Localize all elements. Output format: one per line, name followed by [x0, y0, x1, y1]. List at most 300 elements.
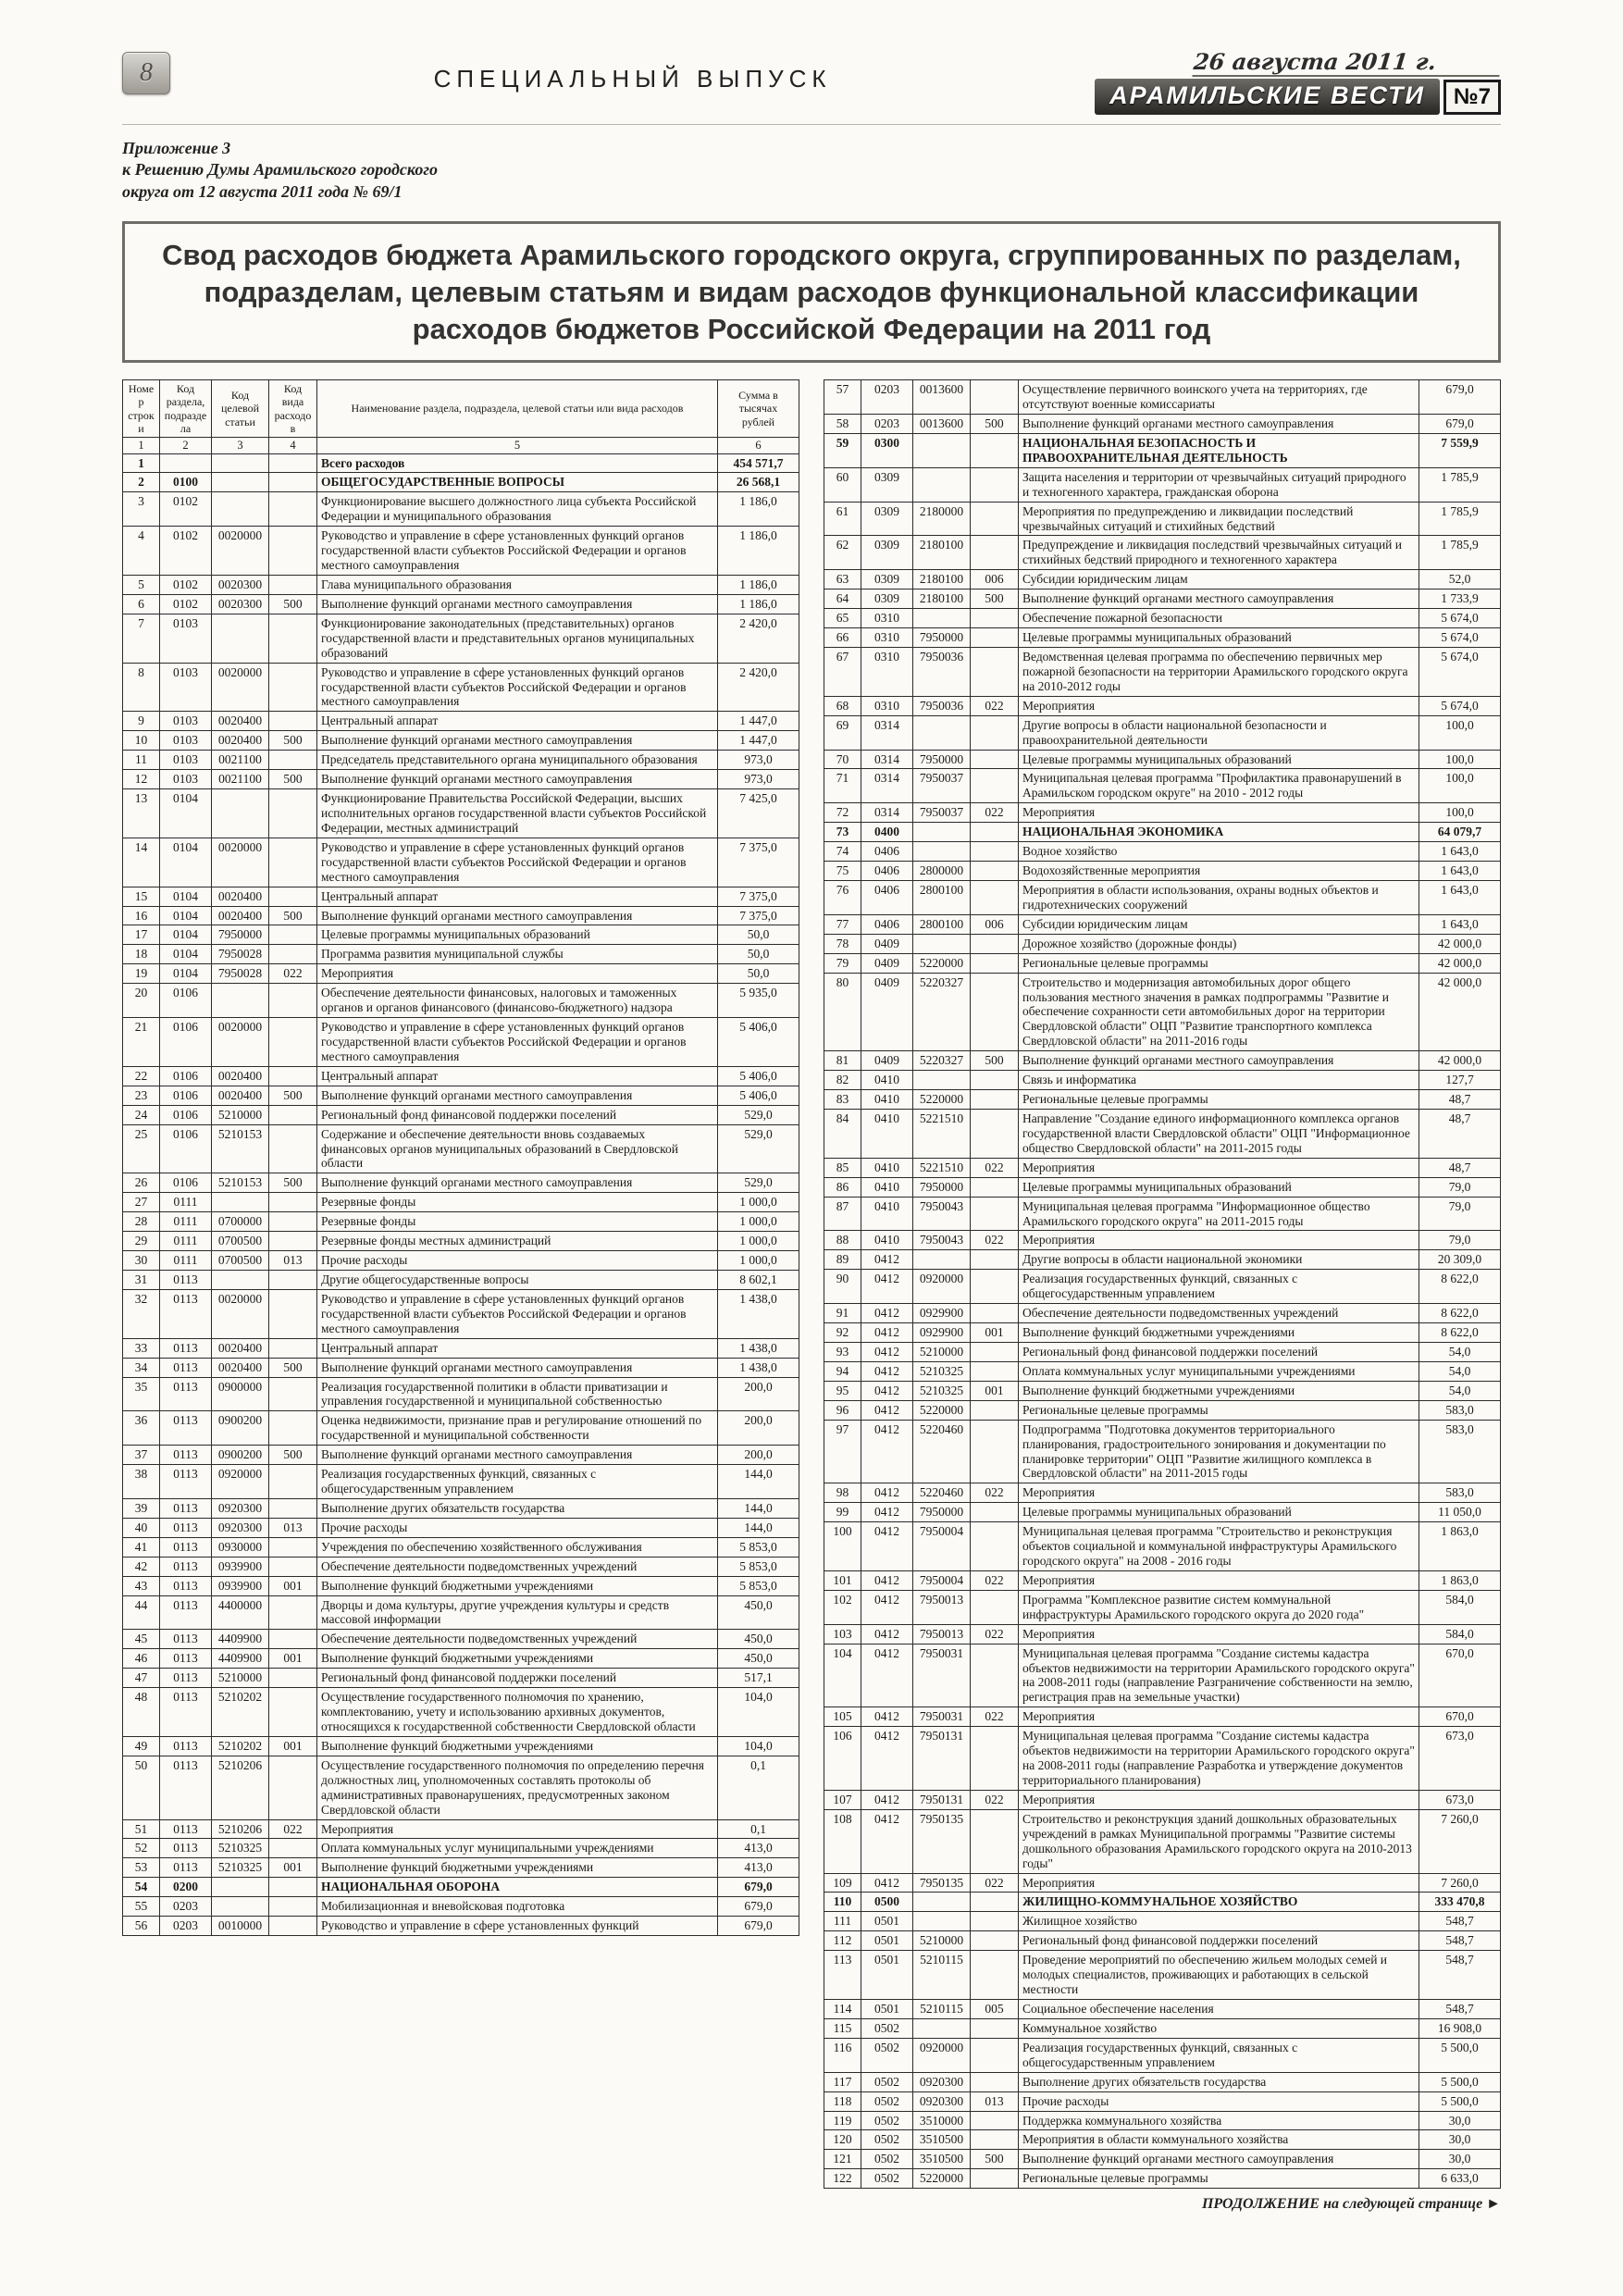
cell-c3: [971, 1644, 1019, 1707]
column-number: 6: [718, 437, 799, 453]
cell-c2: 5210115: [913, 2000, 971, 2019]
cell-c1: 0410: [861, 1071, 913, 1090]
cell-c2: [212, 453, 269, 473]
cell-n: 81: [824, 1051, 861, 1071]
table-row: [824, 609, 1501, 628]
cell-c3: [971, 1109, 1019, 1158]
cell-c2: [913, 1893, 971, 1912]
cell-name: Резервные фонды местных администраций: [317, 1232, 718, 1251]
cell-c3: [269, 1411, 317, 1446]
table-row: [123, 1124, 799, 1173]
cell-sum: 333 470,8: [1419, 1893, 1501, 1912]
table-row: [824, 1912, 1501, 1931]
cell-c1: 0309: [861, 536, 913, 570]
cell-c1: 0412: [861, 1809, 913, 1873]
cell-n: 54: [123, 1878, 160, 1897]
cell-sum: 7 425,0: [718, 789, 799, 838]
cell-c1: 0501: [861, 2000, 913, 2019]
cell-name: Центральный аппарат: [317, 712, 718, 731]
cell-c3: 001: [971, 1381, 1019, 1400]
cell-c2: 3510000: [913, 2111, 971, 2130]
cell-c2: [212, 1878, 269, 1897]
table-row: [123, 1411, 799, 1446]
cell-name: Строительство и реконструкция зданий дошкольных образовательных учреждений в рамках Муниципальной программы "Развитие системы дошкольного образования Арамильского городского округа на 2010-2013 годы": [1019, 1809, 1419, 1873]
cell-c1: 0104: [160, 789, 212, 838]
cell-name: Центральный аппарат: [317, 887, 718, 906]
cell-c2: [212, 1270, 269, 1289]
document-title: Свод расходов бюджета Арамильского городского округа, сгруппированных по разделам, подразделам, целевым статьям и видам расходов функциональной классификации расходов бюджетов Российской Федерации на 2011 год: [162, 239, 1461, 345]
cell-sum: 200,0: [718, 1411, 799, 1446]
cell-name: Выполнение функций органами местного самоуправления: [317, 1358, 718, 1377]
cell-n: 8: [123, 663, 160, 712]
cell-name: Содержание и обеспечение деятельности вновь создаваемых финансовых органов муниципальных образований в Свердловской области: [317, 1124, 718, 1173]
cell-sum: 8 622,0: [1419, 1270, 1501, 1304]
table-row: [824, 1644, 1501, 1707]
cell-c2: [913, 1250, 971, 1270]
cell-name: Целевые программы муниципальных образований: [317, 925, 718, 945]
cell-name: Региональные целевые программы: [1019, 953, 1419, 973]
cell-c3: 500: [971, 2150, 1019, 2169]
cell-c2: [913, 715, 971, 750]
cell-c1: 0113: [160, 1839, 212, 1858]
cell-sum: 1 863,0: [1419, 1570, 1501, 1590]
cell-c2: 0021100: [212, 751, 269, 770]
cell-c2: 0700000: [212, 1212, 269, 1232]
cell-c1: 0412: [861, 1342, 913, 1361]
cell-name: Осуществление государственного полномочия по хранению, комплектованию, учету и использованию архивных документов, относящихся к государственной собственности Свердловской области: [317, 1688, 718, 1737]
cell-n: 88: [824, 1231, 861, 1250]
cell-name: Региональные целевые программы: [1019, 2169, 1419, 2189]
cell-name: Направление "Создание единого информационного комплекса органов государственной власти Свердловской области" ОЦП "Информационное общество Свердловской области" на 2011-2015 годы: [1019, 1109, 1419, 1158]
cell-c2: 5210000: [913, 1342, 971, 1361]
cell-c2: 0920300: [212, 1498, 269, 1518]
cell-c2: 7950043: [913, 1231, 971, 1250]
cell-c3: 013: [269, 1251, 317, 1271]
table-row: [824, 1400, 1501, 1420]
cell-c2: 5220460: [913, 1483, 971, 1503]
cell-c1: 0104: [160, 838, 212, 887]
cell-c1: 0406: [861, 881, 913, 915]
table-row: [824, 628, 1501, 648]
cell-sum: 5 500,0: [1419, 2038, 1501, 2072]
cell-sum: 5 674,0: [1419, 696, 1501, 715]
cell-c1: 0103: [160, 663, 212, 712]
cell-n: 106: [824, 1727, 861, 1791]
cell-c1: 0412: [861, 1707, 913, 1727]
cell-c1: 0103: [160, 614, 212, 663]
cell-n: 41: [123, 1537, 160, 1557]
cell-c3: 013: [971, 2091, 1019, 2111]
table-row: [123, 1839, 799, 1858]
cell-c1: 0113: [160, 1736, 212, 1756]
table-row: [824, 1503, 1501, 1522]
cell-c3: [269, 663, 317, 712]
cell-sum: 413,0: [718, 1858, 799, 1878]
cell-name: Обеспечение деятельности подведомственных учреждений: [317, 1630, 718, 1649]
cell-c2: 2180100: [913, 590, 971, 609]
cell-c3: 001: [269, 1736, 317, 1756]
cell-c1: 0113: [160, 1688, 212, 1737]
cell-name: Мероприятия по предупреждению и ликвидации последствий чрезвычайных ситуаций и стихийных бедствий: [1019, 502, 1419, 536]
cell-sum: 42 000,0: [1419, 973, 1501, 1051]
cell-name: Строительство и модернизация автомобильных дорог общего пользования местного значения в рамках подпрограммы "Развитие и обеспечение сохранности сети автомобильных дорог на территории Свердловской области" ОЦП "Развитие транспортного комплекса Свердловской области" на 2011-2016 годы: [1019, 973, 1419, 1051]
cell-c2: 5220327: [913, 973, 971, 1051]
cell-n: 49: [123, 1736, 160, 1756]
cell-c1: 0412: [861, 1503, 913, 1522]
cell-name: Выполнение функций органами местного самоуправления: [1019, 1051, 1419, 1071]
table-row: [123, 1819, 799, 1839]
cell-n: 110: [824, 1893, 861, 1912]
cell-c2: [913, 433, 971, 467]
cell-n: 97: [824, 1420, 861, 1483]
table-row: [824, 750, 1501, 769]
cell-sum: 1 643,0: [1419, 842, 1501, 862]
cell-c3: 500: [269, 1086, 317, 1105]
cell-c2: 7950028: [212, 964, 269, 984]
cell-c1: 0412: [861, 1381, 913, 1400]
masthead-title: АРАМИЛЬСКИЕ ВЕСТИ: [1095, 79, 1440, 115]
cell-n: 18: [123, 945, 160, 964]
cell-c1: 0410: [861, 1197, 913, 1231]
cell-n: 31: [123, 1270, 160, 1289]
cell-c1: 0501: [861, 1912, 913, 1931]
cell-c2: 0020300: [212, 594, 269, 614]
table-row: [123, 925, 799, 945]
cell-sum: 7 375,0: [718, 838, 799, 887]
cell-c1: 0113: [160, 1669, 212, 1688]
cell-n: 68: [824, 696, 861, 715]
cell-n: 6: [123, 594, 160, 614]
cell-c3: [971, 502, 1019, 536]
cell-n: 25: [123, 1124, 160, 1173]
cell-c2: 0013600: [913, 380, 971, 415]
cell-c2: [913, 2018, 971, 2038]
masthead-brand-row: [1095, 79, 1501, 115]
cell-c3: [971, 467, 1019, 502]
cell-c2: 7950028: [212, 945, 269, 964]
cell-sum: 548,7: [1419, 1931, 1501, 1951]
cell-c3: 022: [971, 1570, 1019, 1590]
cell-c1: 0111: [160, 1212, 212, 1232]
cell-n: 99: [824, 1503, 861, 1522]
column-header-row-number: Номер строки: [123, 380, 160, 438]
table-row: [123, 1193, 799, 1212]
cell-c2: 7950043: [913, 1197, 971, 1231]
cell-c1: 0106: [160, 1124, 212, 1173]
cell-c3: 022: [971, 1873, 1019, 1893]
table-row: [824, 2018, 1501, 2038]
cell-c3: [971, 750, 1019, 769]
cell-c2: 5220000: [913, 953, 971, 973]
table-row: [123, 594, 799, 614]
table-row: [123, 1289, 799, 1338]
cell-n: 108: [824, 1809, 861, 1873]
cell-n: 115: [824, 2018, 861, 2038]
cell-name: Социальное обеспечение населения: [1019, 2000, 1419, 2019]
cell-name: Функционирование высшего должностного лица субъекта Российской Федерации и муниципального образования: [317, 492, 718, 527]
cell-c1: 0113: [160, 1289, 212, 1338]
cell-name: Дорожное хозяйство (дорожные фонды): [1019, 934, 1419, 953]
cell-c3: 001: [269, 1576, 317, 1595]
cell-c2: 5210325: [212, 1858, 269, 1878]
cell-c3: [971, 1420, 1019, 1483]
cell-c3: [971, 648, 1019, 697]
cell-name: Муниципальная целевая программа "Строительство и реконструкция объектов социальной и коммунальной инфраструктуры Арамильского городского округа" на 2008 - 2016 годы: [1019, 1522, 1419, 1571]
cell-c1: 0412: [861, 1483, 913, 1503]
cell-n: 72: [824, 803, 861, 823]
cell-c1: 0113: [160, 1557, 212, 1576]
table-row: [123, 751, 799, 770]
table-header: [123, 380, 799, 453]
table-row: [824, 1158, 1501, 1177]
cell-c3: 500: [269, 1358, 317, 1377]
table-row: [824, 1790, 1501, 1809]
cell-sum: 5 674,0: [1419, 609, 1501, 628]
cell-n: 66: [824, 628, 861, 648]
cell-n: 94: [824, 1361, 861, 1381]
cell-sum: 0,1: [718, 1756, 799, 1819]
cell-c2: 0929900: [913, 1304, 971, 1323]
cell-c2: 0020000: [212, 838, 269, 887]
cell-c3: [269, 1289, 317, 1338]
table-row: [824, 590, 1501, 609]
cell-n: 1: [123, 453, 160, 473]
cell-name: Руководство и управление в сфере установленных функций органов государственной власти субъектов Российской Федерации и органов местного самоуправления: [317, 663, 718, 712]
cell-n: 44: [123, 1595, 160, 1630]
cell-c1: 0200: [160, 1878, 212, 1897]
column-header-name: Наименование раздела, подраздела, целевой статьи или вида расходов: [317, 380, 718, 438]
table-row: [123, 527, 799, 576]
cell-name: Председатель представительного органа муниципального образования: [317, 751, 718, 770]
cell-n: 114: [824, 2000, 861, 2019]
cell-sum: 1 000,0: [718, 1212, 799, 1232]
cell-name: Мероприятия: [1019, 1570, 1419, 1590]
cell-c1: 0106: [160, 1086, 212, 1105]
table-row: [123, 1736, 799, 1756]
table-row: [824, 1893, 1501, 1912]
cell-c3: [971, 2130, 1019, 2150]
cell-name: Реализация государственной политики в области приватизации и управления государственной и муниципальной собственностью: [317, 1377, 718, 1411]
cell-name: Реализация государственных функций, связанных с общегосударственным управлением: [317, 1465, 718, 1499]
cell-name: Другие вопросы в области национальной экономики: [1019, 1250, 1419, 1270]
cell-name: Реализация государственных функций, связанных с общегосударственным управлением: [1019, 2038, 1419, 2072]
table-row: [824, 973, 1501, 1051]
cell-sum: 6 633,0: [1419, 2169, 1501, 2189]
cell-c3: [971, 1090, 1019, 1110]
cell-c3: [269, 1839, 317, 1858]
cell-c3: 500: [269, 594, 317, 614]
cell-c3: [971, 862, 1019, 881]
cell-sum: 1 785,9: [1419, 536, 1501, 570]
cell-sum: 1 000,0: [718, 1193, 799, 1212]
cell-c1: 0203: [861, 415, 913, 434]
cell-n: 21: [123, 1018, 160, 1067]
cell-c1: 0113: [160, 1756, 212, 1819]
cell-n: 60: [824, 467, 861, 502]
cell-c2: 0020400: [212, 1358, 269, 1377]
cell-name: Руководство и управление в сфере установленных функций органов государственной власти субъектов Российской Федерации и органов местного самоуправления: [317, 527, 718, 576]
cell-sum: 450,0: [718, 1595, 799, 1630]
table-row: [123, 1669, 799, 1688]
cell-n: 43: [123, 1576, 160, 1595]
cell-c2: 5210202: [212, 1688, 269, 1737]
cell-c2: 2180100: [913, 570, 971, 590]
cell-sum: 5 935,0: [718, 984, 799, 1018]
table-row: [123, 1358, 799, 1377]
cell-c3: [971, 842, 1019, 862]
left-table-body: [123, 453, 799, 1936]
cell-name: Выполнение других обязательств государства: [317, 1498, 718, 1518]
cell-c2: [913, 823, 971, 842]
cell-n: 24: [123, 1105, 160, 1124]
table-row: [123, 887, 799, 906]
cell-c1: 0310: [861, 648, 913, 697]
cell-sum: 529,0: [718, 1173, 799, 1193]
cell-sum: 2 420,0: [718, 663, 799, 712]
cell-c3: [269, 1465, 317, 1499]
cell-n: 32: [123, 1289, 160, 1338]
table-row: [824, 881, 1501, 915]
cell-c2: 7950031: [913, 1644, 971, 1707]
cell-c1: 0412: [861, 1420, 913, 1483]
cell-c1: 0412: [861, 1727, 913, 1791]
table-row: [123, 838, 799, 887]
cell-sum: 50,0: [718, 925, 799, 945]
cell-c1: 0100: [160, 473, 212, 492]
cell-c2: 5210206: [212, 1756, 269, 1819]
cell-c2: 2180000: [913, 502, 971, 536]
table-row: [123, 1377, 799, 1411]
cell-name: Обеспечение деятельности финансовых, налоговых и таможенных органов и органов финансового (финансово-бюджетного) надзора: [317, 984, 718, 1018]
cell-c1: 0106: [160, 1066, 212, 1086]
cell-name: Мероприятия в области использования, охраны водных объектов и гидротехнических сооружений: [1019, 881, 1419, 915]
cell-n: 84: [824, 1109, 861, 1158]
document-title-box: [122, 221, 1501, 363]
cell-c1: 0410: [861, 1177, 913, 1197]
cell-name: Выполнение функций бюджетными учреждениями: [1019, 1381, 1419, 1400]
cell-c1: 0102: [160, 576, 212, 595]
cell-c3: [269, 1688, 317, 1737]
cell-name: Обеспечение деятельности подведомственных учреждений: [317, 1557, 718, 1576]
cell-c2: 7950135: [913, 1809, 971, 1873]
cell-sum: 50,0: [718, 964, 799, 984]
cell-name: Муниципальная целевая программа "Создание системы кадастра объектов недвижимости на территории Арамильского городского округа" на 2008-2011 годы (направление Разграничение собственности на землю, регистрация прав на земельные участки): [1019, 1644, 1419, 1707]
cell-name: Мероприятия: [1019, 1158, 1419, 1177]
cell-name: Прочие расходы: [1019, 2091, 1419, 2111]
cell-c3: [971, 609, 1019, 628]
cell-c2: 0020400: [212, 712, 269, 731]
cell-n: 121: [824, 2150, 861, 2169]
cell-sum: 529,0: [718, 1124, 799, 1173]
cell-c1: 0409: [861, 1051, 913, 1071]
cell-c2: [212, 1897, 269, 1917]
left-column: [122, 379, 799, 1936]
budget-table-right: [824, 379, 1501, 2189]
cell-name: Выполнение функций бюджетными учреждениями: [317, 1649, 718, 1669]
cell-n: 82: [824, 1071, 861, 1090]
header-row: [123, 380, 799, 438]
cell-n: 39: [123, 1498, 160, 1518]
cell-c2: 0013600: [913, 415, 971, 434]
cell-n: 56: [123, 1917, 160, 1936]
cell-sum: 7 375,0: [718, 887, 799, 906]
cell-c2: 0700500: [212, 1232, 269, 1251]
budget-tables: [122, 379, 1501, 2213]
cell-name: Оплата коммунальных услуг муниципальными учреждениями: [1019, 1361, 1419, 1381]
table-row: [123, 1251, 799, 1271]
cell-name: Мероприятия в области коммунального хозяйства: [1019, 2130, 1419, 2150]
cell-sum: 8 622,0: [1419, 1323, 1501, 1343]
table-row: [824, 842, 1501, 862]
cell-name: Выполнение функций органами местного самоуправления: [317, 770, 718, 789]
cell-sum: 30,0: [1419, 2130, 1501, 2150]
cell-name: Региональные целевые программы: [1019, 1090, 1419, 1110]
cell-name: Прочие расходы: [317, 1251, 718, 1271]
table-row: [824, 953, 1501, 973]
cell-sum: 1 000,0: [718, 1232, 799, 1251]
cell-sum: 200,0: [718, 1377, 799, 1411]
cell-sum: 1 785,9: [1419, 467, 1501, 502]
cell-c2: 0020000: [212, 1018, 269, 1067]
cell-name: Водохозяйственные мероприятия: [1019, 862, 1419, 881]
cell-c1: 0502: [861, 2150, 913, 2169]
table-row: [824, 2169, 1501, 2189]
cell-n: 76: [824, 881, 861, 915]
cell-sum: 42 000,0: [1419, 934, 1501, 953]
table-row: [824, 696, 1501, 715]
cell-c3: [971, 1590, 1019, 1624]
appendix-line-1: Приложение 3: [122, 139, 231, 157]
cell-sum: 7 559,9: [1419, 433, 1501, 467]
cell-c1: 0104: [160, 925, 212, 945]
cell-sum: 1 186,0: [718, 576, 799, 595]
cell-c1: 0412: [861, 1790, 913, 1809]
table-row: [123, 1649, 799, 1669]
cell-n: 65: [824, 609, 861, 628]
cell-n: 12: [123, 770, 160, 789]
cell-name: Прочие расходы: [317, 1518, 718, 1537]
page-number: 8: [140, 58, 153, 87]
cell-c1: 0113: [160, 1411, 212, 1446]
cell-c1: 0501: [861, 1931, 913, 1951]
cell-n: 101: [824, 1570, 861, 1590]
cell-name: Ведомственная целевая программа по обеспечению первичных мер пожарной безопасности на территории Арамильского городского округа на 2010-2012 годы: [1019, 648, 1419, 697]
cell-name: Подпрограмма "Подготовка документов территориального планирования, градостроительного зонирования и документации по планировке территории" ОЦП "Развитие жилищного комплекса в Свердловской области" на 2011-2015 годы: [1019, 1420, 1419, 1483]
cell-name: Защита населения и территории от чрезвычайных ситуаций природного и техногенного характера, гражданская оборона: [1019, 467, 1419, 502]
cell-sum: 1 438,0: [718, 1338, 799, 1358]
cell-c2: 5210000: [212, 1669, 269, 1688]
table-row: [824, 1420, 1501, 1483]
cell-c1: 0502: [861, 2072, 913, 2091]
cell-c2: 5220460: [913, 1420, 971, 1483]
cell-c2: 0900200: [212, 1411, 269, 1446]
cell-c3: [971, 2018, 1019, 2038]
cell-n: 61: [824, 502, 861, 536]
table-row: [824, 648, 1501, 697]
cell-sum: 42 000,0: [1419, 953, 1501, 973]
cell-sum: 450,0: [718, 1649, 799, 1669]
cell-c2: 7950131: [913, 1727, 971, 1791]
cell-name: Региональные целевые программы: [1019, 1400, 1419, 1420]
cell-name: Муниципальная целевая программа "Информационное общество Арамильского городского округа" на 2011-2015 годы: [1019, 1197, 1419, 1231]
cell-c2: 0939900: [212, 1576, 269, 1595]
cell-c1: 0106: [160, 1173, 212, 1193]
cell-n: 113: [824, 1951, 861, 2000]
cell-sum: 54,0: [1419, 1361, 1501, 1381]
cell-c3: [269, 1193, 317, 1212]
cell-c3: [971, 881, 1019, 915]
cell-n: 29: [123, 1232, 160, 1251]
